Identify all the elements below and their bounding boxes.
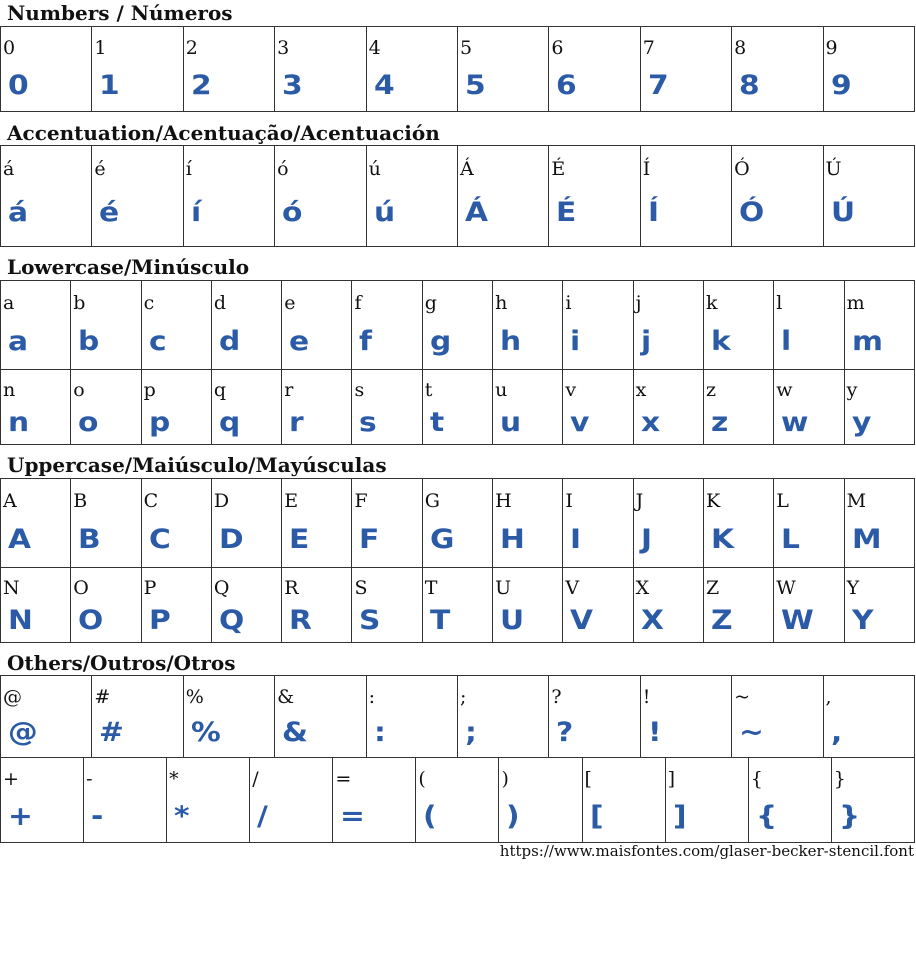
char-cell	[582, 758, 665, 843]
char-glyph-sample: #	[99, 717, 125, 748]
char-label: z	[705, 379, 716, 401]
char-cell	[141, 479, 211, 568]
char-cell	[1, 676, 92, 758]
char-glyph-sample: T	[429, 605, 451, 636]
char-cell	[457, 27, 548, 112]
char-glyph-sample: o	[78, 407, 99, 438]
char-glyph-sample: 8	[739, 70, 760, 101]
char-cell	[422, 568, 492, 643]
char-glyph-sample: k	[710, 326, 731, 357]
char-label: p	[143, 379, 156, 401]
char-glyph-sample: w	[781, 407, 809, 438]
char-label: W	[776, 577, 796, 599]
char-cell	[774, 568, 844, 643]
uppercase-row-2	[1, 568, 915, 643]
char-label: ú	[368, 158, 381, 180]
char-label: J	[635, 490, 644, 512]
lowercase-row-2	[1, 370, 915, 445]
section-title-accents: Accentuation/Acentuação/Acentuación	[7, 121, 440, 145]
char-cell	[1, 27, 92, 112]
char-label: [	[584, 768, 592, 790]
char-glyph-sample: !	[647, 717, 662, 748]
char-cell	[250, 758, 333, 843]
char-label: t	[424, 379, 433, 401]
char-glyph-sample: ?	[556, 717, 574, 748]
char-label: ;	[459, 686, 467, 708]
char-cell	[457, 146, 548, 247]
char-glyph-sample: y	[851, 407, 871, 438]
char-glyph-sample: =	[340, 801, 366, 832]
char-cell	[844, 370, 914, 445]
others-table-2	[0, 757, 915, 843]
numbers-table	[0, 26, 915, 112]
lowercase-row-1	[1, 281, 915, 370]
char-glyph-sample: -	[91, 801, 104, 832]
accents-row	[1, 146, 915, 247]
section-title-numbers: Numbers / Números	[7, 1, 233, 25]
char-glyph-sample: h	[500, 326, 522, 357]
char-label: é	[94, 158, 106, 180]
char-cell	[183, 146, 274, 247]
char-label: r	[284, 379, 294, 401]
char-label: 5	[459, 37, 473, 59]
char-cell	[211, 568, 281, 643]
char-label: d	[213, 292, 227, 314]
char-cell	[183, 27, 274, 112]
char-cell	[844, 568, 914, 643]
char-label: #	[94, 686, 111, 708]
char-label: M	[846, 490, 867, 512]
char-label: É	[551, 158, 566, 180]
char-cell	[71, 568, 141, 643]
char-cell	[563, 281, 633, 370]
char-glyph-sample: J	[640, 524, 652, 555]
char-cell	[1, 479, 71, 568]
char-label: ,	[825, 686, 832, 708]
char-glyph-sample: Ó	[739, 197, 765, 228]
char-glyph-sample: Í	[647, 197, 659, 228]
char-cell	[703, 281, 773, 370]
char-glyph-sample: b	[78, 326, 100, 357]
char-label: A	[3, 490, 17, 512]
char-cell	[665, 758, 748, 843]
char-glyph-sample: 7	[647, 70, 669, 101]
char-glyph-sample: i	[570, 326, 581, 357]
char-label: %	[185, 686, 204, 708]
char-label: y	[846, 379, 858, 401]
char-cell	[352, 281, 422, 370]
char-cell	[141, 370, 211, 445]
char-glyph-sample: +	[8, 801, 33, 832]
char-glyph-sample: B	[78, 524, 101, 555]
char-cell	[1, 568, 71, 643]
char-glyph-sample: E	[289, 524, 310, 555]
char-glyph-sample: n	[8, 407, 30, 438]
char-label: Í	[642, 158, 651, 180]
char-glyph-sample: s	[359, 407, 378, 438]
char-cell	[282, 281, 352, 370]
char-glyph-sample: F	[359, 524, 380, 555]
char-label: (	[418, 768, 426, 790]
char-glyph-sample: j	[640, 326, 651, 357]
numbers-row	[1, 27, 915, 112]
char-label: {	[750, 768, 763, 790]
char-label: f	[354, 292, 362, 314]
char-cell	[633, 281, 703, 370]
char-cell	[282, 370, 352, 445]
char-cell	[275, 146, 366, 247]
char-cell	[732, 676, 823, 758]
char-cell	[141, 568, 211, 643]
char-glyph-sample: l	[781, 326, 792, 357]
char-cell	[844, 479, 914, 568]
char-glyph-sample: Q	[218, 605, 245, 636]
char-glyph-sample: W	[781, 605, 815, 636]
char-glyph-sample: a	[8, 326, 29, 357]
char-cell	[282, 479, 352, 568]
char-label: =	[335, 768, 352, 790]
char-label: m	[846, 292, 865, 314]
char-cell	[71, 479, 141, 568]
char-cell	[183, 676, 274, 758]
char-label: P	[143, 577, 157, 599]
char-glyph-sample: é	[99, 197, 120, 228]
char-glyph-sample: u	[500, 407, 522, 438]
char-cell	[1, 281, 71, 370]
char-glyph-sample: %	[190, 717, 221, 748]
char-glyph-sample: 6	[556, 70, 578, 101]
char-label: U	[495, 577, 512, 599]
char-label: I	[565, 490, 573, 512]
char-label: í	[185, 158, 192, 180]
char-cell	[823, 27, 914, 112]
char-glyph-sample: }	[838, 801, 860, 832]
uppercase-table	[0, 478, 915, 643]
char-label: e	[284, 292, 296, 314]
char-cell	[282, 568, 352, 643]
char-glyph-sample: G	[429, 524, 455, 555]
char-label: n	[3, 379, 16, 401]
char-glyph-sample: @	[8, 717, 38, 748]
char-cell	[71, 370, 141, 445]
char-glyph-sample: ]	[672, 801, 687, 832]
char-cell	[640, 676, 731, 758]
others-row-2	[1, 758, 915, 843]
char-cell	[563, 370, 633, 445]
char-label: G	[424, 490, 440, 512]
char-glyph-sample: {	[755, 801, 777, 832]
char-glyph-sample: ú	[373, 197, 395, 228]
char-glyph-sample: d	[218, 326, 241, 357]
char-label: S	[354, 577, 368, 599]
char-label: ó	[277, 158, 289, 180]
accents-table	[0, 145, 915, 247]
char-glyph-sample: )	[506, 801, 521, 832]
char-label: Ó	[734, 158, 750, 180]
char-label: g	[424, 292, 437, 314]
char-glyph-sample: 1	[99, 70, 121, 101]
char-label: 3	[277, 37, 290, 59]
others-row-1	[1, 676, 915, 758]
char-label: L	[776, 490, 789, 512]
char-cell	[703, 370, 773, 445]
char-glyph-sample: Á	[464, 197, 488, 228]
char-cell	[493, 370, 563, 445]
uppercase-row-1	[1, 479, 915, 568]
char-label: á	[3, 158, 15, 180]
char-label: 1	[94, 37, 107, 59]
char-glyph-sample: U	[500, 605, 525, 636]
char-glyph-sample: 3	[282, 70, 303, 101]
char-glyph-sample: m	[851, 326, 883, 357]
char-label: ]	[667, 768, 676, 790]
char-glyph-sample: t	[429, 407, 444, 438]
char-label: +	[3, 768, 19, 790]
char-cell	[823, 676, 914, 758]
char-label: -	[86, 768, 93, 790]
char-cell	[211, 370, 281, 445]
char-cell	[493, 568, 563, 643]
char-glyph-sample: &	[282, 717, 309, 748]
char-label: ~	[734, 686, 751, 708]
char-cell	[366, 27, 457, 112]
char-label: h	[495, 292, 508, 314]
char-label: Á	[459, 158, 474, 180]
char-label: c	[143, 292, 155, 314]
char-glyph-sample: C	[148, 524, 171, 555]
char-glyph-sample: (	[423, 801, 437, 832]
char-label: /	[252, 768, 259, 790]
char-glyph-sample: x	[640, 407, 660, 438]
char-label: 2	[185, 37, 198, 59]
char-glyph-sample: I	[570, 524, 582, 555]
char-glyph-sample: 5	[464, 70, 486, 101]
char-cell	[633, 568, 703, 643]
char-label: 0	[3, 37, 16, 59]
char-glyph-sample: N	[8, 605, 33, 636]
char-label: E	[284, 490, 299, 512]
char-glyph-sample: q	[218, 407, 241, 438]
char-cell	[640, 27, 731, 112]
char-cell	[275, 27, 366, 112]
char-glyph-sample: [	[589, 801, 604, 832]
char-glyph-sample: ,	[830, 717, 842, 748]
char-glyph-sample: R	[289, 605, 313, 636]
char-label: ?	[551, 686, 562, 708]
char-label: 6	[551, 37, 564, 59]
char-cell	[211, 479, 281, 568]
char-label: x	[635, 379, 647, 401]
char-cell	[823, 146, 914, 247]
char-label: K	[705, 490, 721, 512]
char-glyph-sample: /	[257, 801, 269, 832]
char-glyph-sample: D	[218, 524, 244, 555]
char-label: Y	[846, 577, 860, 599]
char-cell	[563, 479, 633, 568]
char-glyph-sample: Y	[851, 605, 874, 636]
char-label: R	[284, 577, 299, 599]
char-cell	[844, 281, 914, 370]
char-cell	[92, 27, 183, 112]
char-glyph-sample: f	[359, 326, 373, 357]
char-label: F	[354, 490, 368, 512]
char-label: Q	[213, 577, 230, 599]
char-cell	[211, 281, 281, 370]
char-glyph-sample: c	[148, 326, 167, 357]
char-glyph-sample: 2	[190, 70, 212, 101]
char-cell	[831, 758, 914, 843]
char-label: B	[73, 490, 88, 512]
char-label: }	[833, 768, 846, 790]
char-cell	[422, 281, 492, 370]
char-label: D	[213, 490, 230, 512]
char-label: H	[495, 490, 512, 512]
char-glyph-sample: á	[8, 197, 29, 228]
char-label: b	[73, 292, 86, 314]
char-label: q	[213, 379, 227, 401]
char-cell	[333, 758, 416, 843]
char-glyph-sample: 9	[830, 70, 852, 101]
char-label: s	[354, 379, 365, 401]
char-cell	[366, 676, 457, 758]
char-glyph-sample: P	[148, 605, 171, 636]
char-glyph-sample: 0	[8, 70, 29, 101]
char-glyph-sample: K	[710, 524, 734, 555]
char-glyph-sample: Ú	[830, 197, 855, 228]
char-cell	[416, 758, 499, 843]
char-cell	[499, 758, 582, 843]
char-label: 4	[368, 37, 381, 59]
char-label: C	[143, 490, 159, 512]
char-cell	[1, 146, 92, 247]
char-cell	[549, 676, 640, 758]
char-cell	[748, 758, 831, 843]
char-label: T	[424, 577, 438, 599]
char-glyph-sample: Z	[710, 605, 733, 636]
char-label: 9	[825, 37, 838, 59]
char-label: j	[635, 292, 642, 314]
char-cell	[703, 479, 773, 568]
char-glyph-sample: g	[429, 326, 452, 357]
char-cell	[352, 370, 422, 445]
char-cell	[92, 146, 183, 247]
char-label: :	[368, 686, 375, 708]
char-cell	[1, 758, 84, 843]
char-cell	[92, 676, 183, 758]
char-label: u	[495, 379, 508, 401]
char-cell	[366, 146, 457, 247]
char-label: Z	[705, 577, 720, 599]
char-label: i	[565, 292, 572, 314]
char-label: X	[635, 577, 650, 599]
char-cell	[703, 568, 773, 643]
char-label: 7	[642, 37, 655, 59]
char-glyph-sample: v	[570, 407, 590, 438]
char-cell	[422, 479, 492, 568]
section-title-lowercase: Lowercase/Minúsculo	[7, 255, 250, 279]
char-label: )	[501, 768, 509, 790]
char-cell	[493, 281, 563, 370]
section-title-uppercase: Uppercase/Maiúsculo/Mayúsculas	[7, 453, 387, 477]
char-label: Ú	[825, 158, 842, 180]
lowercase-table	[0, 280, 915, 445]
char-glyph-sample: ó	[282, 197, 303, 228]
char-cell	[774, 281, 844, 370]
char-label: k	[705, 292, 718, 314]
char-glyph-sample: ;	[464, 717, 477, 748]
char-cell	[774, 479, 844, 568]
char-cell	[141, 281, 211, 370]
section-title-others: Others/Outros/Otros	[7, 651, 236, 675]
char-glyph-sample: e	[289, 326, 310, 357]
char-cell	[732, 146, 823, 247]
char-cell	[84, 758, 167, 843]
char-cell	[422, 370, 492, 445]
char-cell	[1, 370, 71, 445]
char-cell	[275, 676, 366, 758]
char-label: o	[73, 379, 85, 401]
char-label: 8	[734, 37, 747, 59]
char-cell	[732, 27, 823, 112]
char-glyph-sample: M	[851, 524, 882, 555]
char-label: V	[565, 577, 580, 599]
char-glyph-sample: L	[781, 524, 801, 555]
char-label: w	[776, 379, 793, 401]
char-cell	[493, 479, 563, 568]
char-cell	[633, 370, 703, 445]
char-cell	[549, 146, 640, 247]
char-cell	[640, 146, 731, 247]
char-label: v	[565, 379, 577, 401]
char-label: N	[3, 577, 20, 599]
char-glyph-sample: O	[78, 605, 104, 636]
char-glyph-sample: ~	[739, 717, 765, 748]
char-glyph-sample: p	[148, 407, 170, 438]
char-cell	[352, 568, 422, 643]
char-glyph-sample: V	[570, 605, 594, 636]
char-glyph-sample: í	[190, 197, 201, 228]
char-glyph-sample: 4	[373, 70, 395, 101]
char-label: a	[3, 292, 15, 314]
others-table-1	[0, 675, 915, 758]
char-label: O	[73, 577, 89, 599]
char-cell	[774, 370, 844, 445]
char-label: @	[3, 686, 22, 708]
char-glyph-sample: A	[8, 524, 31, 555]
char-label: !	[642, 686, 651, 708]
char-glyph-sample: S	[359, 605, 381, 636]
char-glyph-sample: X	[640, 605, 664, 636]
char-cell	[457, 676, 548, 758]
char-glyph-sample: É	[556, 197, 577, 228]
char-glyph-sample: H	[500, 524, 525, 555]
char-cell	[563, 568, 633, 643]
char-cell	[352, 479, 422, 568]
char-glyph-sample: r	[289, 407, 304, 438]
char-label: l	[776, 292, 783, 314]
char-glyph-sample: :	[373, 717, 386, 748]
char-label: &	[277, 686, 295, 708]
char-label: *	[169, 768, 179, 790]
char-cell	[633, 479, 703, 568]
char-cell	[71, 281, 141, 370]
char-glyph-sample: z	[710, 407, 729, 438]
char-glyph-sample: *	[174, 801, 190, 832]
char-cell	[167, 758, 250, 843]
source-url[interactable]: https://www.maisfontes.com/glaser-becker-stencil.font	[499, 842, 914, 860]
char-cell	[549, 27, 640, 112]
